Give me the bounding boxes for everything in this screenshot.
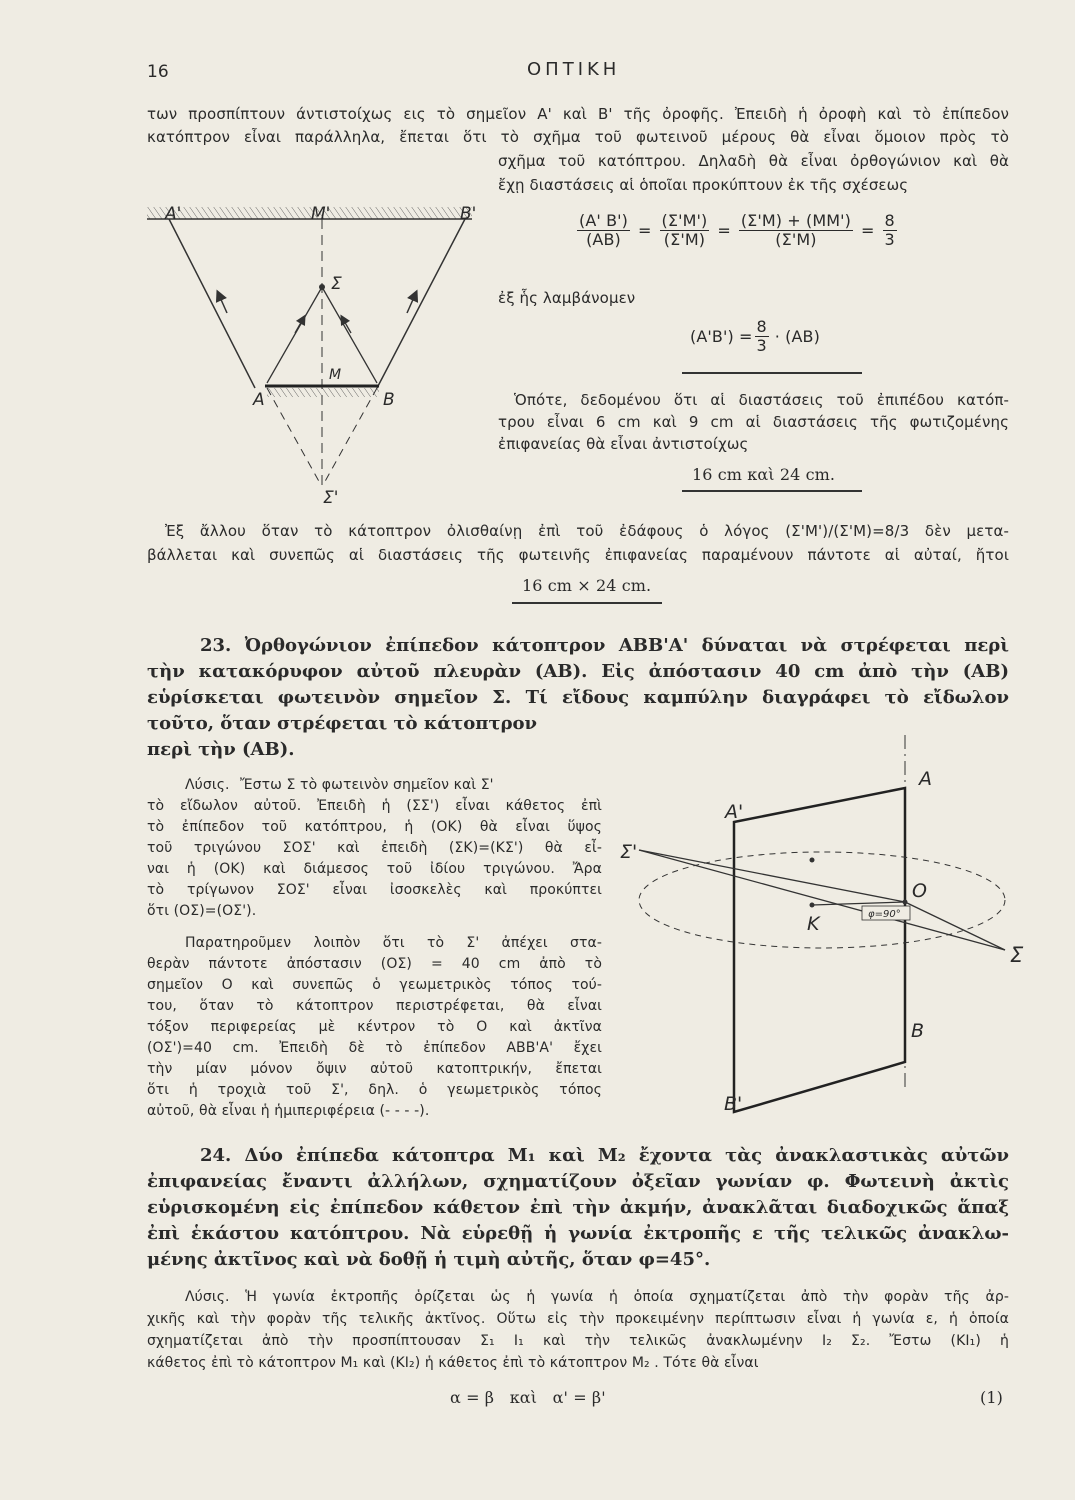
label-b: B <box>383 390 395 410</box>
arrow-right <box>407 295 415 313</box>
consequence-result: 16 cm καὶ 24 cm. <box>692 465 836 484</box>
label-phi: φ=90° <box>868 909 901 920</box>
from-which: ἐξ ἧς λαμβάνομεν <box>498 289 636 307</box>
solution-23-line: ὅτι (ΟΣ)=(ΟΣ'). <box>147 903 257 919</box>
denominator: 3 <box>756 336 767 355</box>
label-b: B <box>911 1020 925 1042</box>
denominator: (Σ'M) <box>775 230 817 249</box>
solution-23-para2-line: αὐτοῦ, θὰ εἶναι ἡ ἡμιπεριφέρεια (- - - -). <box>147 1103 430 1119</box>
label-sigma-prime: Σ' <box>620 841 638 863</box>
label-b-prime: B' <box>724 1093 743 1115</box>
ceiling-hatch <box>147 207 472 219</box>
numerator: 8 <box>884 211 895 230</box>
solution-23-para2-line: Παρατηροῦμεν λοιπὸν ὅτι τὸ Σ' ἀπέχει στα- <box>185 935 602 951</box>
label-a-prime: A' <box>165 204 182 224</box>
solution-23-line: Ἔστω Σ τὸ φωτεινὸν σημεῖον καὶ Σ' <box>240 777 494 793</box>
ray-right <box>377 219 465 388</box>
fraction <box>577 212 630 249</box>
problem-24-line: 24. Δύο ἐπίπεδα κάτοπτρα M₁ καὶ M₂ ἔχοντα τὰς ἀνακλαστικὰς αὐτῶν <box>200 1145 1009 1166</box>
problem-24-line: ἐπὶ ἑκάστου κατόπτρου. Νὰ εὑρεθῇ ἡ γωνία ἐκτροπῆς ε τῆς τελικῶς ἀνακλω- <box>147 1223 1009 1244</box>
solution-23-para2-line: σημεῖον Ο καὶ συνεπῶς ὁ γεωμετρικὸς τόπος τού- <box>147 977 602 993</box>
line-o-sigmaprime <box>639 850 905 902</box>
problem-23-line: περὶ τὴν (AB). <box>147 739 295 760</box>
numerator: (A' B') <box>579 211 628 230</box>
solution-24-line: κάθετος ἐπὶ τὸ κάτοπτρον M₁ καὶ (KI₂) ἡ κάθετος ἐπὶ τὸ κάτοπτρον M₂ . Τότε θὰ εἶναι <box>147 1355 759 1371</box>
mirror-plane <box>734 788 905 1112</box>
label-k: K <box>807 913 820 935</box>
denominator: 3 <box>884 230 895 249</box>
solution-23-line: ναι ἡ (OK) καὶ διάμεσος τοῦ ἰδίου τριγώνου. Ἄρα <box>147 861 602 877</box>
problem-23-line: τὴν κατακόρυφον αὐτοῦ πλευρὰν (AB). Εἰς ἀπόστασιν 40 cm ἀπὸ τὴν (AB) <box>147 661 1009 682</box>
ray-left <box>169 219 255 388</box>
problem-23-line: 23. Ὀρθογώνιον ἐπίπεδον κάτοπτρον ABB'A' δύναται νὰ στρέφεται περὶ <box>200 635 1009 656</box>
equals-sign: = <box>861 220 875 240</box>
label-m-prime: M' <box>311 204 331 224</box>
numerator: 8 <box>756 317 767 336</box>
equation-1: α = β καὶ α' = β' <box>450 1388 606 1407</box>
underline <box>682 490 862 492</box>
mirror-hatch <box>267 388 379 397</box>
line-o-sigma <box>905 902 1005 950</box>
label-a-prime: A' <box>725 801 744 823</box>
problem-24-line: μένης ἀκτῖνος καὶ νὰ δοθῇ ἡ τιμὴ αὐτῆς, ὅταν φ=45°. <box>147 1249 711 1270</box>
equation-result <box>690 318 820 355</box>
problem-24-line: εὑρισκομένη εἰς ἐπίπεδον κάθετον ἐπὶ τὴν ἀκμήν, ἀνακλᾶται διαδοχικῶς ἅπαξ <box>147 1197 1009 1218</box>
intro-line: κατόπτρον εἶναι παράλληλα, ἔπεται ὅτι τὸ σχῆμα τοῦ φωτεινοῦ μέρους θὰ εἶναι ὅμοιον πρὸς τὸ <box>147 128 1009 146</box>
solution-23-para2-line: του, ὅταν τὸ κάτοπτρον περιστρέφεται, θὰ εἶναι <box>147 998 602 1014</box>
figure-reflection-ceiling <box>145 195 490 515</box>
numerator: (Σ'M') <box>661 211 708 230</box>
equation-lhs: (A'B') = <box>690 326 753 346</box>
equals-sign: = <box>717 220 731 240</box>
fraction <box>660 212 710 249</box>
intro-line: σχῆμα τοῦ κατόπτρου. Δηλαδὴ θὰ εἶναι ὀρθογώνιον καὶ θὰ <box>498 152 1009 170</box>
image-ray-left <box>267 388 321 485</box>
point-k <box>810 903 815 908</box>
equation-ratio <box>575 212 899 249</box>
arrow-s-a <box>295 319 303 333</box>
solution-23-para2-line: (ΟΣ')=40 cm. Ἐπειδὴ δὲ τὸ ἐπίπεδον ABB'A' ἔχει <box>147 1040 602 1056</box>
arrow-left <box>219 295 227 313</box>
also-result: 16 cm × 24 cm. <box>522 576 652 595</box>
numerator: (Σ'M) + (MM') <box>740 211 851 230</box>
solution-23-line: τὸ ἐπίπεδον τοῦ κατόπτρου, ἡ (OK) θὰ εἶναι ὕψος <box>147 819 602 835</box>
solution-23-para2-line: τόξον περιφερείας μὲ κέντρον τὸ Ο καὶ ἀκτῖνα <box>147 1019 602 1035</box>
point-o <box>903 900 908 905</box>
solution-24-line: σχηματίζεται ἀπὸ τὴν προσπίπτουσαν Σ₁ I₁ καὶ τὴν τελικῶς ἀνακλωμένην I₂ Σ₂. Ἔστω (KI₁) ἡ <box>147 1333 1009 1349</box>
intro-line: των προσπίπτουν άντιστοίχως εις τὸ σημεῖον Α' καὶ Β' τῆς ὀροφῆς. Ἐπειδὴ ἡ ὀροφὴ καὶ τὸ ἐπίπεδον <box>147 105 1009 123</box>
also-line: Ἐξ ἄλλου ὅταν τὸ κάτοπτρον ὀλισθαίνῃ ἐπὶ τοῦ ἐδάφους ὁ λόγος (Σ'M')/(Σ'M)=8/3 δὲν μετα- <box>165 522 1009 540</box>
fraction <box>739 212 853 249</box>
denominator: (Σ'M) <box>663 230 706 249</box>
label-sigma-prime: Σ' <box>323 488 339 508</box>
fraction <box>883 212 897 249</box>
equals-sign: = <box>638 220 652 240</box>
solution-23-line: τὸ τρίγωνον ΣΟΣ' εἶναι ἰσοσκελὲς καὶ προκύπτει <box>147 882 602 898</box>
consequence-line: τρου εἶναι 6 cm καὶ 9 cm αἱ διαστάσεις τῆς φωτιζομένης <box>498 413 1009 431</box>
label-a: A <box>919 768 932 790</box>
running-title: ΟΠΤΙΚΗ <box>527 59 621 80</box>
label-o: O <box>912 880 927 902</box>
label-sigma: Σ <box>1010 943 1024 967</box>
underline <box>682 372 862 374</box>
point-mid <box>810 858 815 863</box>
solution-23-para2-line: τὴν μίαν μόνον ὄψιν αὐτοῦ κατοπτρικήν, ἔπεται <box>147 1061 602 1077</box>
label-b-prime: B' <box>460 204 477 224</box>
line-ok <box>812 902 905 905</box>
solution-23-line: τοῦ τριγώνου ΣΟΣ' καὶ ἐπειδὴ (ΣΚ)=(ΚΣ') θὰ εἶ- <box>147 840 602 856</box>
solution-24-line: Λύσις. Ἡ γωνία ἐκτροπῆς ὁρίζεται ὡς ἡ γωνία ἡ ὁποία σχηματίζεται ἀπὸ τὴν φορὰν τῆς ἀρ- <box>185 1289 1009 1305</box>
label-a: A <box>253 390 265 410</box>
page-number: 16 <box>147 62 169 82</box>
image-ray-right <box>323 388 377 485</box>
label-sigma: Σ <box>331 274 342 294</box>
consequence-line: Ὁπότε, δεδομένου ὅτι αἱ διαστάσεις τοῦ ἐπιπέδου κατόπ- <box>514 391 1009 409</box>
problem-23-line: τοῦτο, ὅταν στρέφεται τὸ κάτοπτρον <box>147 713 538 734</box>
figure-rotating-mirror <box>612 730 1042 1130</box>
equation-number: (1) <box>980 1388 1003 1407</box>
solution-23-label: Λύσις. <box>185 777 230 793</box>
ray-s-a <box>267 287 322 383</box>
solution-24-line: χικῆς καὶ τὴν φορὰν τῆς τελικῆς ἀκτῖνος. Οὕτω εἰς τὴν προκειμένην περίπτωσιν εἶναι ἡ γωνία ε, ἡ ὁποία <box>147 1311 1009 1327</box>
also-line: βάλλεται καὶ συνεπῶς αἱ διαστάσεις τῆς φωτεινῆς ἐπιφανείας παραμένουν πάντοτε αἱ αὐταί, ἤτοι <box>147 546 1009 564</box>
solution-23-line: τὸ εἴδωλον αὐτοῦ. Ἐπειδὴ ἡ (ΣΣ') εἶναι κάθετος ἐπὶ <box>147 798 602 814</box>
fraction <box>755 318 769 355</box>
line-sigma-sigmaprime <box>639 850 1005 950</box>
underline <box>512 602 662 604</box>
problem-24-line: ἐπιφανείας ἔναντι ἀλλήλων, σχηματίζουν ὀξεῖαν γωνίαν φ. Φωτεινὴ ἀκτὶς <box>147 1171 1009 1192</box>
equation-rhs: · (AB) <box>774 326 820 346</box>
denominator: (AB) <box>586 230 621 249</box>
solution-23-para2-line: ὅτι ἡ τροχιὰ τοῦ Σ', δηλ. ὁ γεωμετρικὸς τόπος <box>147 1082 602 1098</box>
label-m: M <box>329 367 342 383</box>
problem-23-line: εὑρίσκεται φωτεινὸν σημεῖον Σ. Τί εἴδους καμπύλην διαγράφει τὸ εἴδωλον <box>147 687 1009 708</box>
consequence-line: ἐπιφανείας θὰ εἶναι ἀντιστοίχως <box>498 435 749 453</box>
intro-line: ἔχῃ διαστάσεις αἱ ὁποῖαι προκύπτουν ἐκ τῆς σχέσεως <box>498 176 909 194</box>
solution-23-para2-line: θερὰν πάντοτε ἀπόστασιν (ΟΣ) = 40 cm ἀπὸ τὸ <box>147 956 602 972</box>
